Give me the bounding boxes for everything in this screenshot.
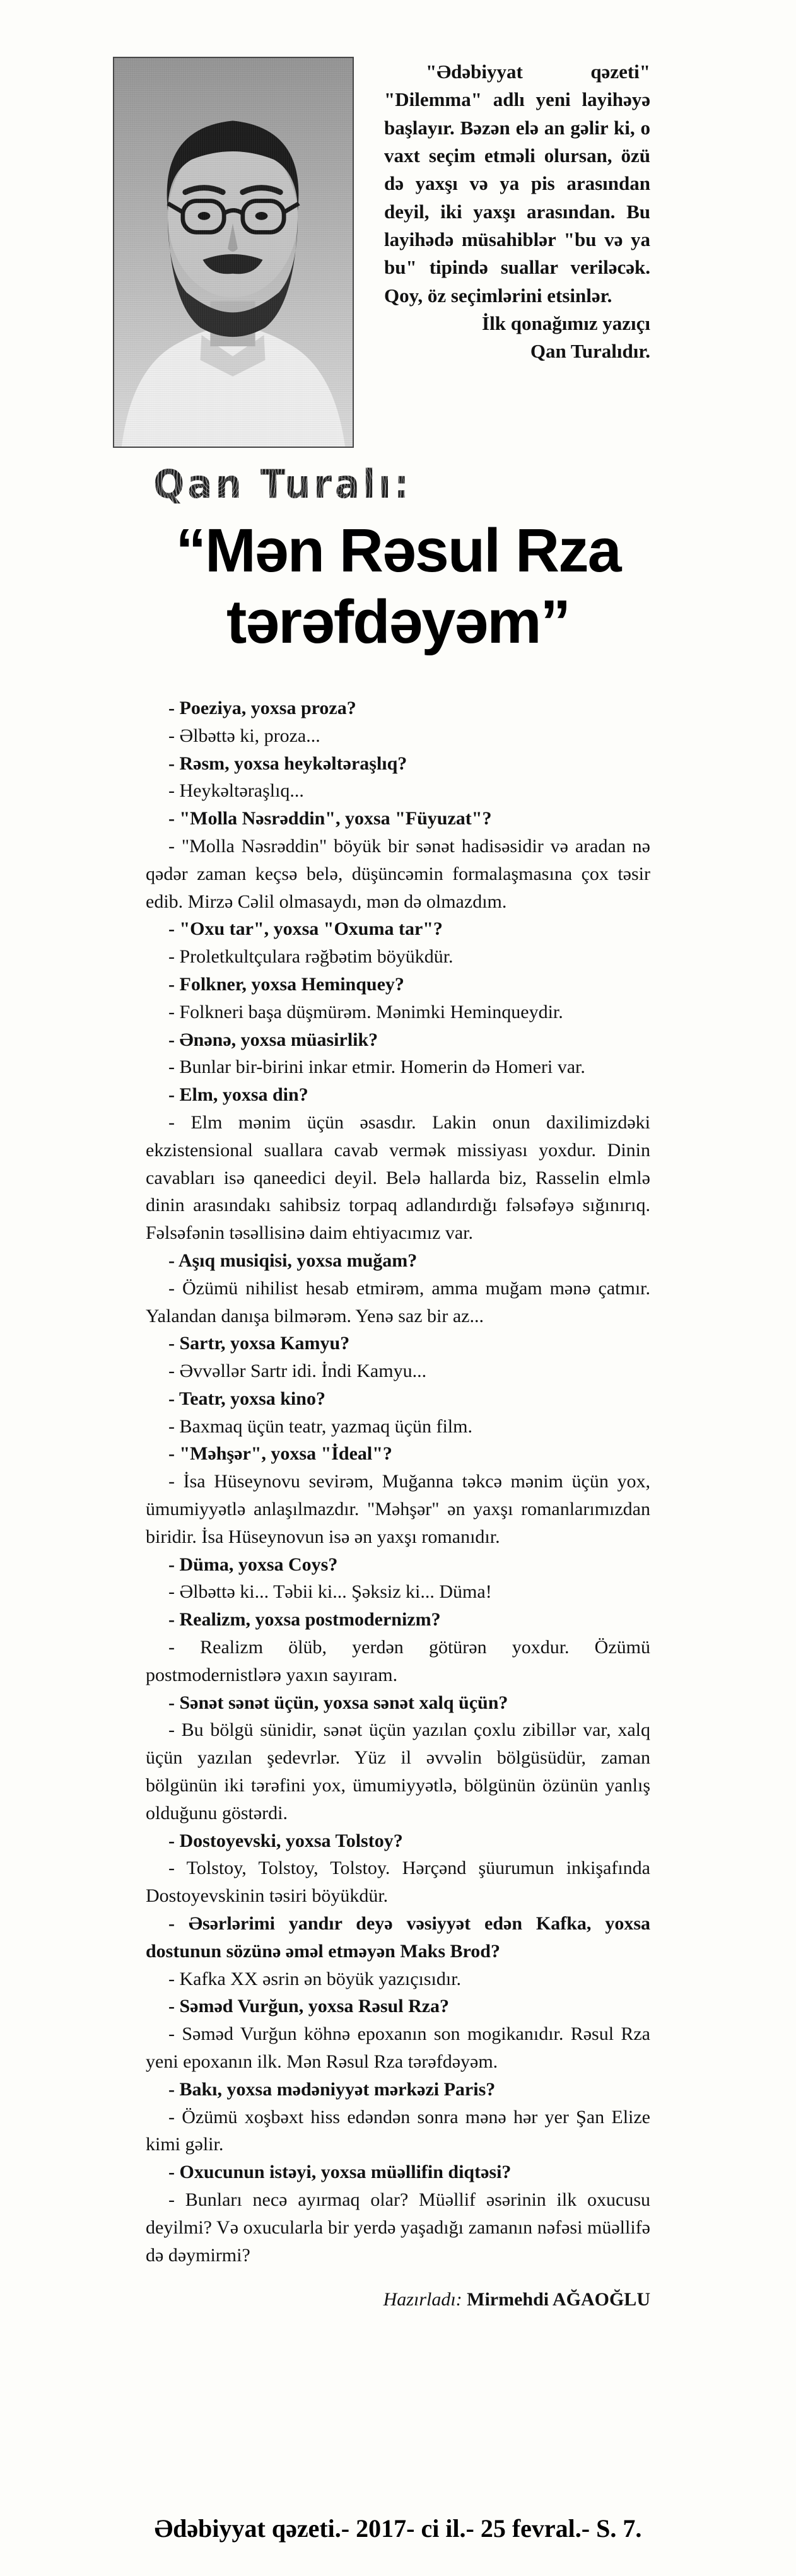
question-line: - Elm, yoxsa din? [168,1084,308,1106]
intro-paragraph: "Ədəbiyyat qəzeti" "Dilemma" adlı yeni layihəyə başlayır. Bəzən elə an gəlir ki, o vaxt seçim etməli olursan, özü də yaxşı və ya pis arasından deyil, iki yaxşı arasından. Bu layihədə müsahiblər "bu və ya bu" tipində suallar veriləcək. Qoy, öz seçimlərini etsinlər. [384,61,650,307]
answer-line: - Bu bölgü sünidir, sənət üçün yazılan çoxlu zibillər var, xalq üçün yazılan şedevrlər. Yüz il əvvəlin bölgüsüdür, zaman bölgünün iki tərəfini yox, ümumiyyətlə, bölgünün özünün yanlış olduğunu göstərdi. [146,1719,650,1824]
prepared-by [146,2289,650,2310]
intro-text [384,57,650,448]
question-line: - Teatr, yoxsa kino? [168,1388,325,1409]
author-masthead-text: Qan Turalı: [153,460,413,507]
question-line: - Dostoyevski, yoxsa Tolstoy? [168,1830,403,1851]
answer-line: - "Molla Nəsrəddin" böyük bir sənət hadisəsidir və aradan nə qədər zaman keçsə belə, düşüncəmin formalaşmasına çox təsir edib. Mirzə Cəlil olmasaydı, mən də olmazdım. [146,835,650,912]
question-line: - Səməd Vurğun, yoxsa Rəsul Rza? [168,1996,450,2017]
prepared-by-name: Mirmehdi AĞAOĞLU [467,2289,650,2310]
portrait-photo [113,57,354,448]
headline-line-2: tərəfdəyəm” [226,587,570,657]
answer-line: - Folkneri başa düşmürəm. Mənimki Heminqueydir. [168,1001,563,1022]
question-line: - "Molla Nəsrəddin", yoxsa "Füyuzat"? [168,808,492,829]
question-line: - Poeziya, yoxsa proza? [168,697,356,718]
question-line: - Aşıq musiqisi, yoxsa muğam? [168,1250,418,1271]
portrait-illustration [114,58,353,447]
intro-guest-line-1: İlk qonağımız yazıçı [482,312,650,334]
headline [146,515,650,658]
intro-guest-line-2: Qan Turalıdır. [530,340,650,363]
question-line: - "Məhşər", yoxsa "İdeal"? [168,1443,392,1465]
answer-line: - Özümü xoşbəxt hiss edəndən sonra mənə hər yer Şan Elize kimi gəlir. [146,2106,650,2155]
answer-line: - Baxmaq üçün teatr, yazmaq üçün film. [168,1415,472,1437]
answer-line: - Bunları necə ayırmaq olar? Müəllif əsərinin ilk oxucusu deyilmi? Və oxucularla bir yerdə yaşadığı zamanın nəfəsi müəllifə də dəymirmi? [146,2189,650,2266]
question-line: - Rəsm, yoxsa heykəltəraşlıq? [168,752,407,774]
intro-section [113,57,650,448]
answer-line: - Səməd Vurğun köhnə epoxanın son mogikanıdır. Rəsul Rza yeni epoxanın ilk. Mən Rəsul Rza tərəfdəyəm. [146,2023,650,2073]
article-column [146,0,650,2310]
answer-line: - Əvvəllər Sartr idi. İndi Kamyu... [168,1361,427,1382]
interview-body [146,694,650,2269]
question-line: - Əsərlərimi yandır deyə vəsiyyət edən Kafka, yoxsa dostunun sözünə əməl etməyən Maks Brod? [146,1913,650,1962]
answer-line: - Elm mənim üçün əsasdır. Lakin onun daxilimizdəki ekzistensional suallara cavab vermək missiyası yoxdur. Dinin cavabları isə qaneedici deyil. Belə hallarda biz, Rasselin elmlə dinin arasındakı sahibsiz torpaq adlandırdığı fəlsəfəyə sığınırıq. Fəlsəfənin təsəllisinə daim ehtiyacımız var. [146,1111,650,1244]
answer-line: - Özümü nihilist hesab etmirəm, amma muğam mənə çatmır. Yalandan danışa bilmərəm. Yenə saz bir az... [146,1277,650,1326]
prepared-by-label: Hazırladı: [383,2289,462,2310]
answer-line: - Əlbəttə ki... Təbii ki... Şəksiz ki... Düma! [168,1581,492,1603]
answer-line: - Realizm ölüb, yerdən götürən yoxdur. Özümü postmodernistlərə yaxın sayıram. [146,1637,650,1685]
question-line: - Bakı, yoxsa mədəniyyət mərkəzi Paris? [168,2078,496,2100]
headline-line-1: “Mən Rəsul Rza [175,516,621,585]
question-line: - Realizm, yoxsa postmodernizm? [168,1609,441,1630]
source-citation: Ədəbiyyat qəzeti.- 2017- ci il.- 25 fevral.- S. 7. [154,2514,642,2543]
question-line: - Ənənə, yoxsa müasirlik? [168,1029,378,1050]
answer-line: - Proletkultçulara rəğbətim böyükdür. [168,946,454,968]
question-line: - Oxucunun istəyi, yoxsa müəllifin diqtəsi? [168,2162,512,2183]
question-line: - Düma, yoxsa Coys? [168,1554,338,1575]
question-line: - Folkner, yoxsa Heminquey? [168,973,404,995]
answer-line: - Kafka XX əsrin ən böyük yazıçısıdır. [168,1968,462,1989]
answer-line: - Heykəltəraşlıq... [168,780,304,802]
answer-line: - Əlbəttə ki, proza... [168,725,320,746]
answer-line: - Bunlar bir-birini inkar etmir. Homerin də Homeri var. [168,1057,585,1078]
answer-line: - İsa Hüseynovu sevirəm, Muğanna təkcə mənim üçün yox, ümumiyyətlə anlaşılmazdır. "Məhşər" ən yaxşı romanlarımızdan biridir. İsa Hüseynovun isə ən yaxşı romanıdır. [146,1471,650,1547]
question-line: - Sartr, yoxsa Kamyu? [168,1333,350,1354]
author-masthead [153,460,650,507]
question-line: - Sənət sənət üçün, yoxsa sənət xalq üçün? [168,1692,508,1713]
question-line: - "Oxu tar", yoxsa "Oxuma tar"? [168,918,443,940]
answer-line: - Tolstoy, Tolstoy, Tolstoy. Hərçənd şüurumun inkişafında Dostoyevskinin təsiri böyükdür. [146,1858,650,1907]
